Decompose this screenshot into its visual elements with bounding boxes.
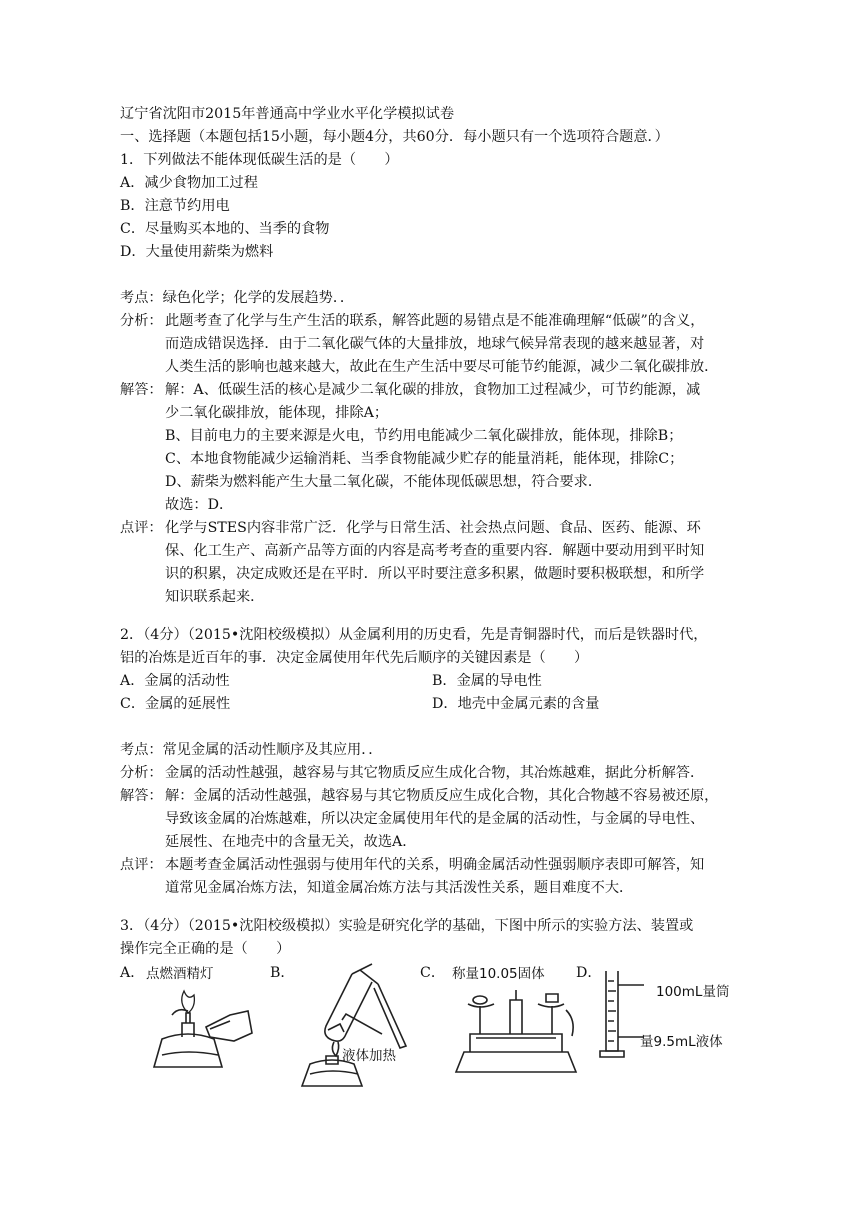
q2-jieda-2: 延展性、在地壳中的含量无关，故选A．: [165, 834, 417, 850]
q1-jieda-0: 解答： 解：A、低碳生活的核心是减少二氧化碳的排放，食物加工过程减少，可节约能源，减: [120, 379, 700, 401]
q1-stem: 1．下列做法不能体现低碳生活的是（ ）: [120, 152, 399, 168]
q1-option-d: D．大量使用薪柴为燃料: [120, 244, 274, 260]
fig-d-caption-bottom: 量9.5mL液体: [640, 1034, 723, 1050]
q1-fenxi-1: 而造成错误选择．由于二氧化碳气体的大量排放，地球气候异常表现的越来越显著，对: [165, 336, 705, 352]
q2-fenxi-label: 分析：: [120, 765, 163, 781]
q2-jieda-1: 导致该金属的冶炼越难，所以决定金属使用年代的是金属的活动性，与金属的导电性、: [165, 811, 705, 827]
q1-jieda-5: 故选：D．: [165, 497, 234, 513]
q1-dianping-1: 保、化工生产、高新产品等方面的内容是高考考查的重要内容．解题中要动用到平时知: [165, 543, 705, 559]
q2-kaodian: 考点：常见金属的活动性顺序及其应用．．: [120, 742, 383, 758]
q2-dianping-1: 道常见金属冶炼方法，知道金属冶炼方法与其活泼性关系，题目难度不大．: [165, 880, 634, 896]
q2-dianping-label: 点评：: [120, 857, 163, 873]
q1-dianping-3: 知识联系起来．: [165, 589, 265, 605]
fig-d-cylinder-drawing: [596, 965, 646, 1065]
q1-jieda-4: D、薪柴为燃料能产生大量二氧化碳，不能体现低碳思想，符合要求．: [165, 474, 603, 490]
q2-option-c: C．金属的延展性: [120, 696, 231, 712]
q2-option-b: B．金属的导电性: [432, 673, 542, 689]
q1-dianping-label: 点评：: [120, 520, 163, 536]
q3-stem-0: 3．（4分）（2015•沈阳校级模拟）实验是研究化学的基础，下图中所示的实验方法、装置或: [120, 918, 694, 934]
fig-a-alcohol-lamp-drawing: [148, 985, 258, 1075]
q3-stem-1: 操作完全正确的是（ ）: [120, 941, 291, 957]
fig-a-caption: 点燃酒精灯: [146, 966, 214, 982]
fig-d-caption-top: 100mL量筒: [656, 984, 730, 1000]
exam-title: 辽宁省沈阳市2015年普通高中学业水平化学模拟试卷: [120, 106, 455, 122]
q1-jieda-1: 少二氧化碳排放，能体现，排除A；: [165, 405, 389, 421]
q1-jieda-2: B、目前电力的主要来源是火电，节约用电能减少二氧化碳排放，能体现，排除B；: [165, 428, 683, 444]
fig-b-test-tube-drawing: [294, 960, 414, 1092]
q1-fenxi-0: 分析： 此题考查了化学与生产生活的联系，解答此题的易错点是不能准确理解“低碳”的含义，: [120, 310, 704, 332]
section-heading: 一、选择题（本题包括15小题，每小题4分，共60分．每小题只有一个选项符合题意．）: [120, 129, 669, 145]
fig-c-caption: 称量10.05固体: [452, 966, 545, 982]
q1-fenxi-2: 人类生活的影响也越来越大，故此在生产生活中要尽可能节约能源，减少二氧化碳排放．: [165, 359, 719, 375]
q2-jieda-label: 解答：: [120, 788, 163, 804]
q1-dianping-0: 点评： 化学与STES内容非常广泛．化学与日常生活、社会热点问题、食品、医药、能源、环: [120, 517, 701, 539]
q1-kaodian: 考点：绿色化学；化学的发展趋势．．: [120, 290, 355, 306]
q1-fenxi-label: 分析：: [120, 313, 163, 329]
q1-option-b: B．注意节约用电: [120, 198, 230, 214]
q1-jieda-label: 解答：: [120, 382, 163, 398]
q3-option-d-letter: D．: [576, 965, 602, 981]
q3-option-b-letter: B．: [270, 965, 295, 981]
q2-dianping-0: 点评： 本题考查金属活动性强弱与使用年代的关系，明确金属活动性强弱顺序表即可解答，知: [120, 854, 704, 876]
q3-option-a-letter: A．: [120, 965, 145, 981]
q1-option-a: A．减少食物加工过程: [120, 175, 258, 191]
q2-option-a: A．金属的活动性: [120, 673, 230, 689]
q2-fenxi-0: 分析： 金属的活动性越强，越容易与其它物质反应生成化合物，其冶炼越难，据此分析解答．: [120, 762, 704, 784]
q2-stem-1: 铝的冶炼是近百年的事．决定金属使用年代先后顺序的关键因素是（ ）: [120, 650, 589, 666]
fig-b-caption: 液体加热: [342, 1048, 396, 1064]
q3-option-c-letter: C．: [420, 965, 446, 981]
q1-option-c: C．尽量购买本地的、当季的食物: [120, 221, 330, 237]
q2-stem-0: 2．（4分）（2015•沈阳校级模拟）从金属利用的历史看，先是青铜器时代，而后是铁器时代，: [120, 627, 708, 643]
q2-option-d: D．地壳中金属元素的含量: [432, 696, 600, 712]
q2-jieda-0: 解答： 解：金属的活动性越强，越容易与其它物质反应生成化合物，其化合物越不容易被还原，: [120, 785, 718, 807]
q1-jieda-3: C、本地食物能减少运输消耗、当季食物能减少贮存的能量消耗，能体现，排除C；: [165, 451, 684, 467]
q1-dianping-2: 识的积累，决定成败还是在平时．所以平时要注意多积累，做题时要积极联想，和所学: [165, 566, 705, 582]
fig-c-balance-drawing: [446, 980, 586, 1078]
